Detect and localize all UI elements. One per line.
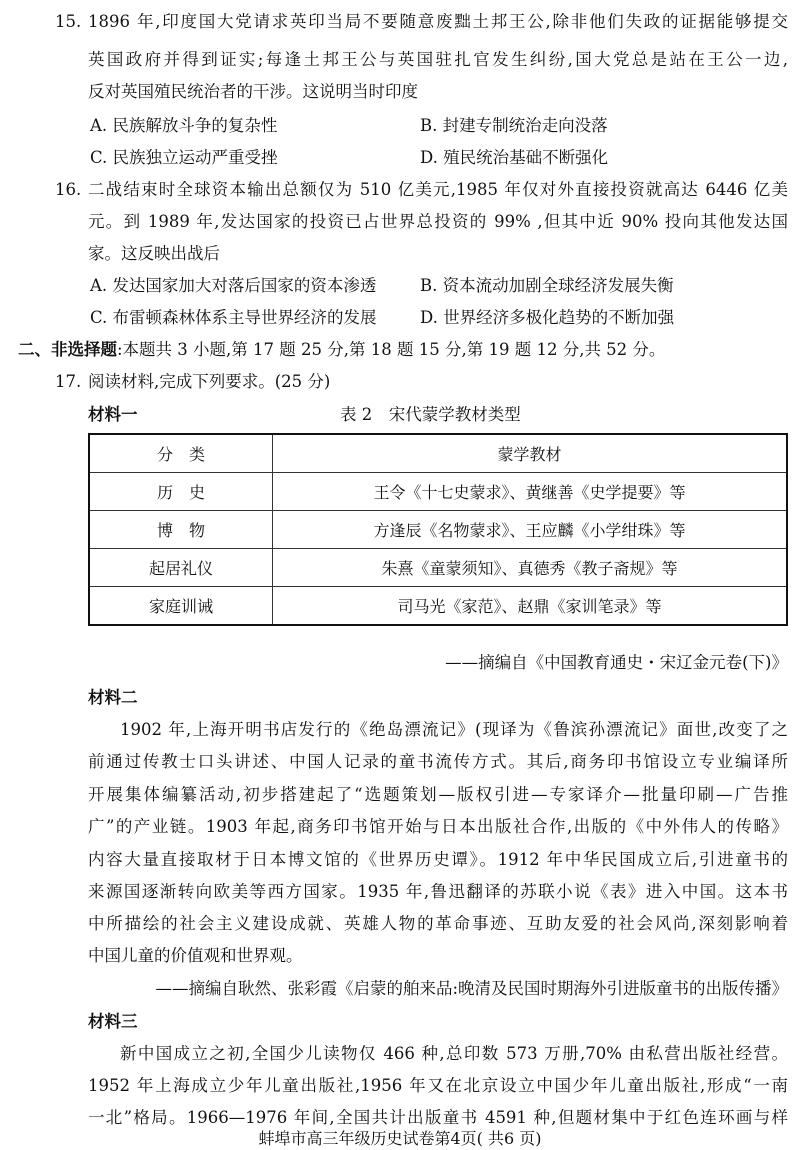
table-cell: 方逢辰《名物蒙求》、王应麟《小学绀珠》等	[273, 511, 788, 549]
option-b[interactable]: B. 资本流动加剧全球经济发展失衡	[420, 276, 674, 295]
question-text-line: 英国政府并得到证实;每逢土邦王公与英国驻扎官发生纠纷,国大党总是站在王公一边,	[88, 50, 788, 69]
table-cell: 司马光《家范》、赵鼎《家训笔录》等	[273, 587, 788, 626]
option-d[interactable]: D. 世界经济多极化趋势的不断加强	[420, 308, 675, 327]
table-header-row	[89, 434, 787, 473]
page-footer: 蚌埠市高三年级历史试卷第4页( 共6 页)	[258, 1129, 542, 1148]
question-number: 15.	[55, 12, 82, 31]
table-header: 分 类	[89, 434, 273, 473]
table-cell: 博 物	[89, 511, 273, 549]
question-text-line: 反对英国殖民统治者的干涉。这说明当时印度	[88, 82, 418, 101]
material-2-source: ——摘编自耿然、张彩霞《启蒙的舶来品:晚清及民国时期海外引进版童书的出版传播》	[155, 979, 788, 998]
table-title: 表 2 宋代蒙学教材类型	[340, 405, 521, 424]
table-cell: 历 史	[89, 473, 273, 511]
question-number: 17.	[55, 372, 82, 391]
paragraph-line: 中国儿童的价值观和世界观。	[88, 946, 303, 965]
paragraph-line: 广”的产业链。1903 年起,商务印书馆开始与日本出版社合作,出版的《中外伟人的传略》	[88, 817, 788, 836]
paragraph-line: 中所描绘的社会主义建设成就、英雄人物的革命事迹、互助友爱的社会风尚,深刻影响着	[88, 914, 788, 933]
table-row	[89, 549, 787, 587]
paragraph-line: 开展集体编纂活动,初步搭建起了“选题策划—版权引进—专家译介—批量印刷—广告推	[88, 785, 788, 804]
table-row	[89, 511, 787, 549]
question-text-line: 二战结束时全球资本输出总额仅为 510 亿美元,1985 年仅对外直接投资就高达 6446 亿美	[88, 180, 788, 199]
question-text-line: 家。这反映出战后	[88, 244, 220, 263]
option-c[interactable]: C. 布雷顿森林体系主导世界经济的发展	[90, 308, 377, 327]
question-text-line: 1896 年,印度国大党请求英印当局不要随意废黜土邦王公,除非他们失政的证据能够提交	[88, 12, 788, 31]
question-text-line: 元。到 1989 年,发达国家的投资已占世界总投资的 99% ,但其中近 90% 投向其他发达国	[88, 212, 788, 231]
paragraph-line: 前通过传教士口头讲述、中国人记录的童书流传方式。其后,商务印书馆设立专业编译所	[88, 752, 788, 771]
option-c[interactable]: C. 民族独立运动严重受挫	[90, 148, 278, 167]
paragraph-line: 内容大量直接取材于日本博文馆的《世界历史谭》。1912 年中华民国成立后,引进童书的	[88, 850, 788, 869]
table-cell: 朱熹《童蒙须知》、真德秀《教子斋规》等	[273, 549, 788, 587]
paragraph-line: 一北”格局。1966—1976 年间,全国共计出版童书 4591 种,但题材集中于红色连环画与样	[88, 1108, 788, 1127]
material-1-source: ——摘编自《中国教育通史・宋辽金元卷(下)》	[445, 653, 788, 672]
table-row	[89, 473, 787, 511]
section-title: 二、非选择题	[18, 340, 117, 359]
option-d[interactable]: D. 殖民统治基础不断强化	[420, 148, 609, 167]
question-number: 16.	[55, 180, 82, 199]
paragraph-line: 1902 年,上海开明书店发行的《绝岛漂流记》(现译为《鲁滨孙漂流记》面世,改变了之	[120, 720, 788, 739]
paragraph-line: 来源国逐渐转向欧美等西方国家。1935 年,鲁迅翻译的苏联小说《表》进入中国。这本书	[88, 882, 788, 901]
table-cell: 起居礼仪	[89, 549, 273, 587]
material-3-label: 材料三	[88, 1012, 138, 1031]
section-heading	[18, 338, 665, 362]
textbook-table	[88, 433, 788, 626]
section-description: :本题共 3 小题,第 17 题 25 分,第 18 题 15 分,第 19 题 12 分,共 52 分。	[117, 340, 666, 359]
option-a[interactable]: A. 发达国家加大对落后国家的资本渗透	[90, 276, 377, 295]
paragraph-line: 新中国成立之初,全国少儿读物仅 466 种,总印数 573 万册,70% 由私营出版社经营。	[120, 1044, 788, 1063]
table-cell: 王令《十七史蒙求》、黄继善《史学提要》等	[273, 473, 788, 511]
option-a[interactable]: A. 民族解放斗争的复杂性	[90, 116, 278, 135]
table-row	[89, 587, 787, 626]
table-cell: 家庭训诫	[89, 587, 273, 626]
option-b[interactable]: B. 封建专制统治走向没落	[420, 116, 608, 135]
material-2-label: 材料二	[88, 688, 138, 707]
question-prompt: 阅读材料,完成下列要求。(25 分)	[88, 372, 331, 391]
material-1-label: 材料一	[88, 405, 138, 424]
table-header: 蒙学教材	[273, 434, 788, 473]
paragraph-line: 1952 年上海成立少年儿童出版社,1956 年又在北京设立中国少年儿童出版社,形成“一南	[88, 1076, 788, 1095]
